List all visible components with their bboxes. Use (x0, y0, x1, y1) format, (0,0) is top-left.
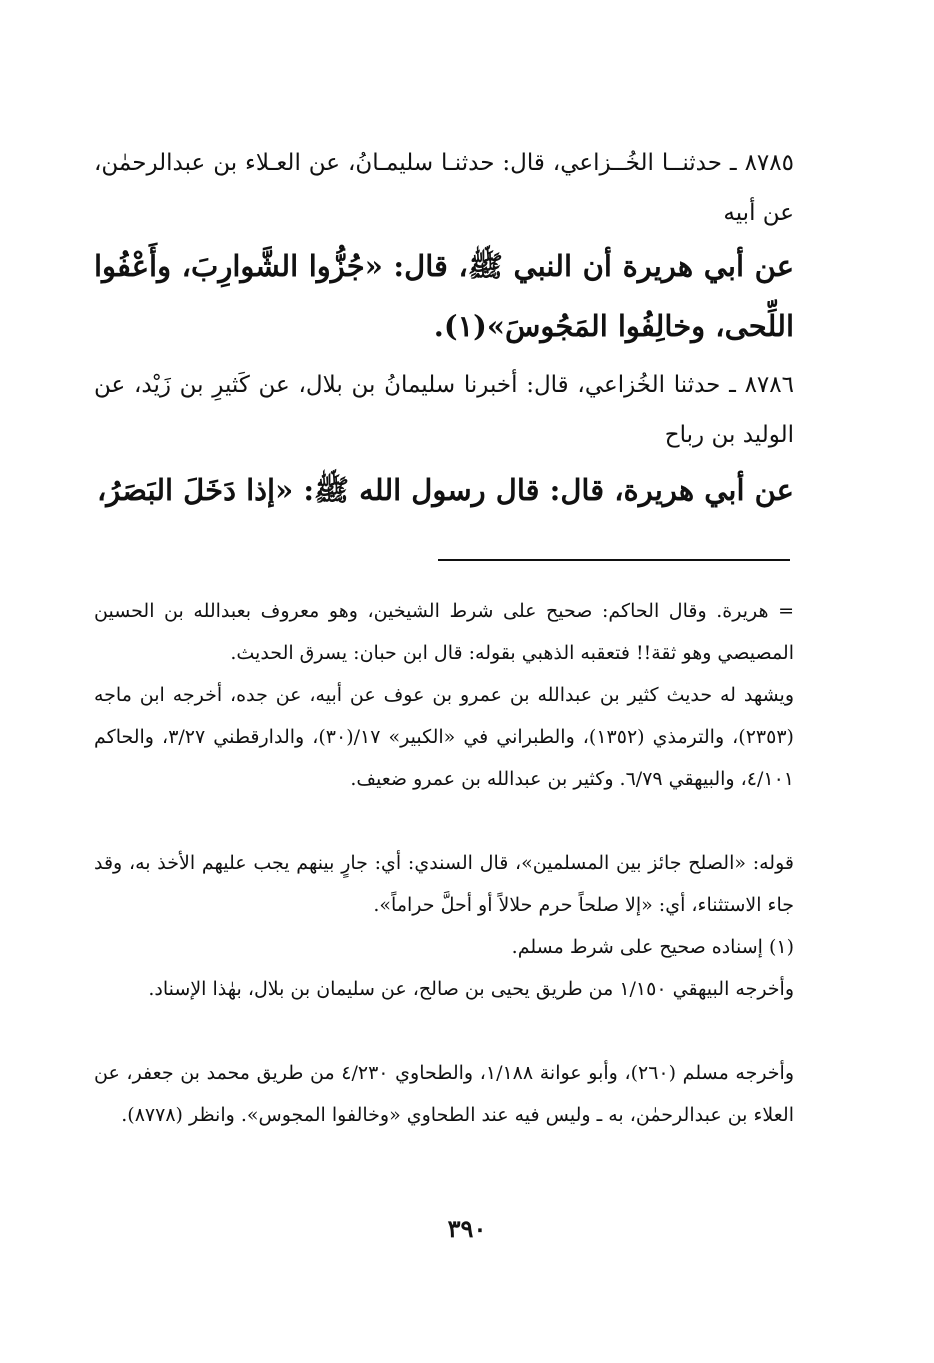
page-number: ٣٩٠ (447, 1214, 487, 1243)
hadith-8786-matn: عن أبي هريرة، قال: قال رسول الله ﷺ: «إذا دَخَلَ البَصَرُ، (96, 473, 794, 507)
footnote-1: (١) إسناده صحيح على شرط مسلم. (511, 936, 794, 958)
hadith-8785-isnad: ٨٧٨٥ ـ حدثنــا الخُــزاعي، قال: حدثنـا سليمـانُ، عن العـلاء بن عبدالرحمٰن، عن أبيه (94, 150, 794, 226)
footnote-1-muslim: وأخرجه مسلم (٢٦٠)، وأبو عوانة ١/١٨٨، والطحاوي ٤/٢٣٠ من طريق محمد بن جعفر، عن العلاء بن عبدالرحمٰن، به ـ وليس فيه عند الطحاوي «وخالفوا المجوس». وانظر (٨٧٧٨). (94, 1062, 794, 1126)
hadith-8785-matn: عن أبي هريرة أن النبي ﷺ، قال: «جُزُّوا الشَّوارِبَ، وأَعْفُوا اللِّحى، وخالِفُوا المَجُوسَ»(١). (94, 249, 794, 343)
footnote-sulh: قوله: «الصلح جائز بين المسلمين»، قال السندي: أي: جارٍ بينهم يجب عليهم الأخذ به، وقد جاء الاستثناء، أي: «إلا صلحاً حرم حلالاً أو أحلَّ حراماً». (94, 852, 794, 916)
footnote-witness: ويشهد له حديث كثير بن عبدالله بن عمرو بن عوف عن أبيه، عن جده، أخرجه ابن ماجه (٢٣٥٣)، والترمذي (١٣٥٢)، والطبراني في «الكبير» ١٧/(٣٠)، والدارقطني ٣/٢٧، والحاكم ٤/١٠١، والبيهقي ٦/٧٩. وكثير بن عبدالله بن عمرو ضعيف. (94, 684, 794, 790)
footnote-continuation: = هريرة. وقال الحاكم: صحيح على شرط الشيخين، وهو معروف بعبدالله بن الحسين المصيصي وهو ثقة!! فتعقبه الذهبي بقوله: قال ابن حبان: يسرق الحديث. (94, 600, 794, 664)
footnote-1-bayhaqi: وأخرجه البيهقي ١/١٥٠ من طريق يحيى بن صالح، عن سليمان بن بلال، بهٰذا الإسناد. (148, 978, 794, 1000)
footnote-separator (438, 559, 790, 561)
hadith-8786-isnad: ٨٧٨٦ ـ حدثنا الخُزاعي، قال: أخبرنا سليمانُ بن بلال، عن كَثيرِ بن زَيْد، عن الوليد بن رباح (94, 372, 794, 448)
